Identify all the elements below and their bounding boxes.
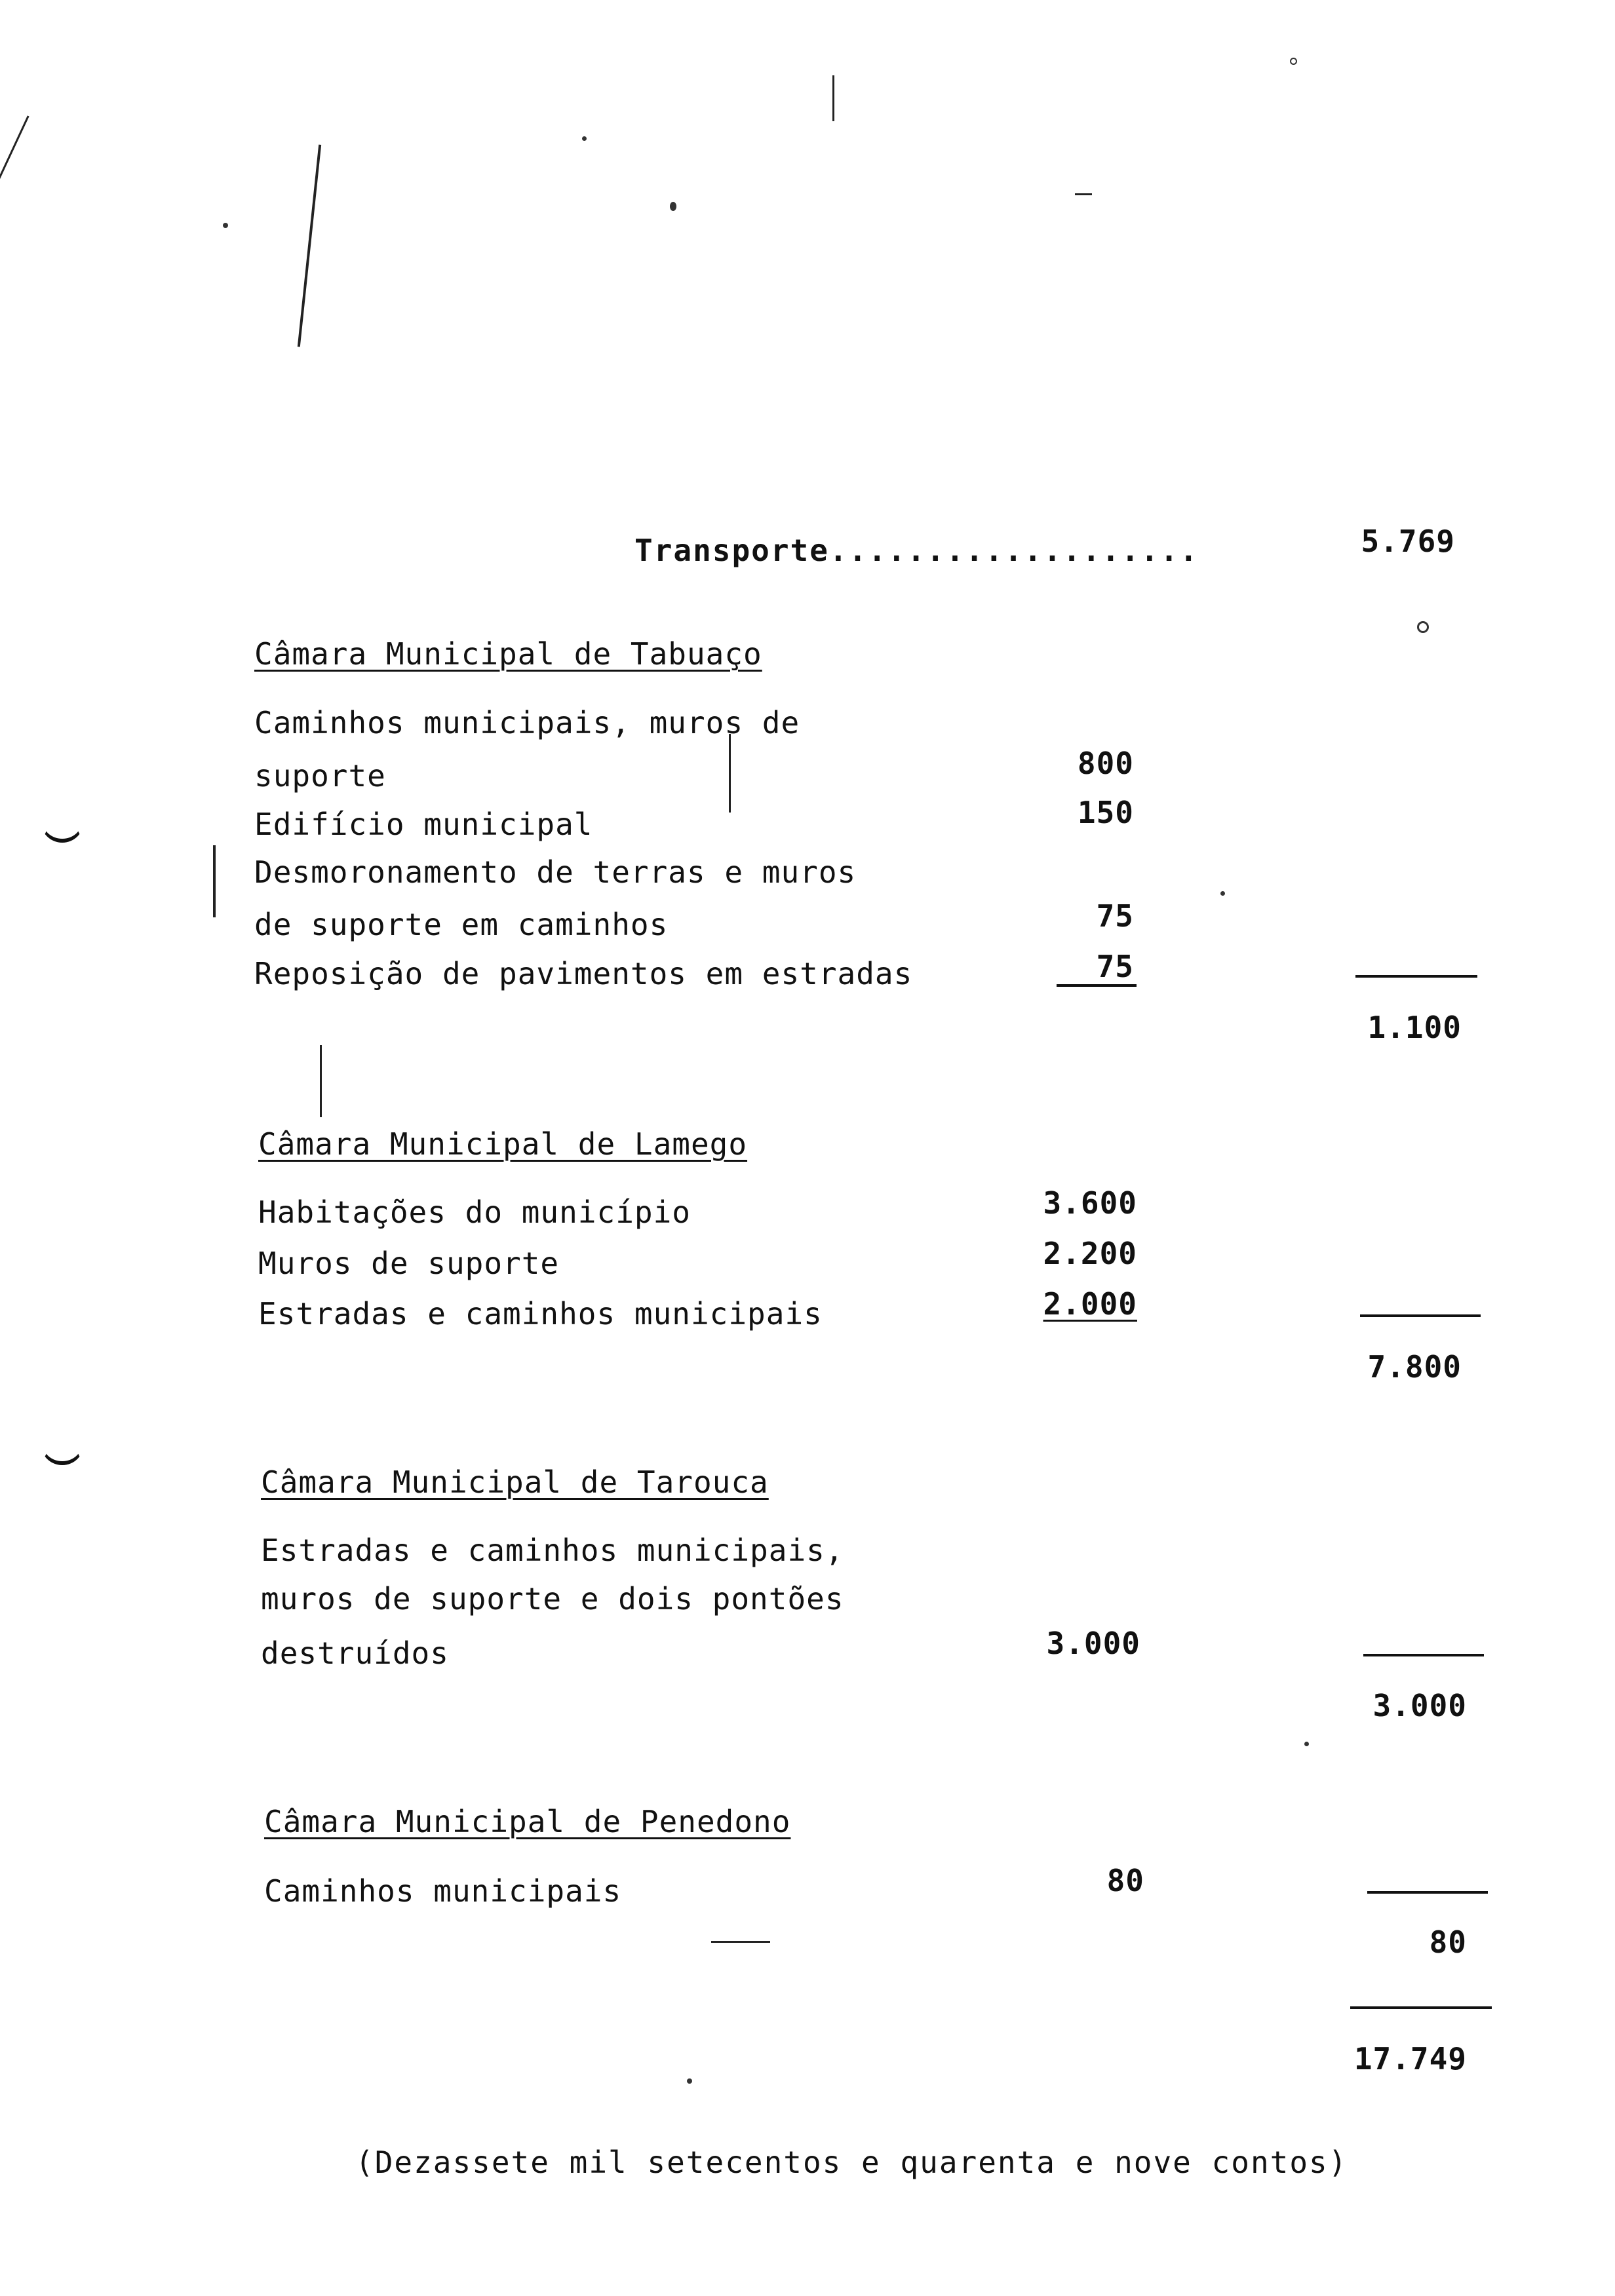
item-line: Edifício municipal [254, 807, 593, 842]
item-amount: 75 [1096, 898, 1134, 934]
item-line: Habitações do município [258, 1195, 691, 1230]
scan-speck [1290, 58, 1297, 65]
section-heading-lamego: Câmara Municipal de Lamego [258, 1126, 748, 1162]
item-line: Estradas e caminhos municipais, [261, 1533, 844, 1568]
amount-in-words: (Dezassete mil setecentos e quarenta e nove contos) [355, 2145, 1348, 2180]
scan-speck [1304, 1742, 1309, 1746]
item-line: Reposição de pavimentos em estradas [254, 956, 913, 991]
subtotal-rule [1363, 1654, 1484, 1656]
item-amount: 2.200 [1043, 1236, 1137, 1271]
item-amount: 150 [1077, 795, 1134, 830]
scan-speck [670, 202, 676, 211]
item-line: destruídos [261, 1636, 449, 1671]
scan-arc [41, 1435, 84, 1465]
item-amount: 3.000 [1046, 1626, 1140, 1661]
section-subtotal: 1.100 [1367, 1010, 1462, 1045]
scan-mark [213, 845, 216, 917]
scan-mark [729, 734, 731, 813]
scan-speck [223, 223, 228, 228]
scan-mark [298, 145, 321, 347]
transport-label: Transporte................... [634, 533, 1199, 568]
scan-mark [832, 75, 834, 121]
scan-mark [320, 1045, 322, 1117]
scan-speck [687, 2078, 692, 2084]
section-heading-penedono: Câmara Municipal de Penedono [264, 1804, 791, 1839]
section-subtotal: 3.000 [1372, 1688, 1467, 1723]
scan-mark [1075, 193, 1092, 195]
item-line: Caminhos municipais, muros de [254, 705, 800, 740]
scan-arc [41, 813, 84, 843]
item-line: de suporte em caminhos [254, 907, 669, 942]
item-line: muros de suporte e dois pontões [261, 1581, 844, 1617]
item-amount: 3.600 [1043, 1185, 1137, 1221]
item-amount: 800 [1077, 746, 1134, 781]
item-line: Caminhos municipais [264, 1873, 622, 1909]
grand-total: 17.749 [1353, 2041, 1467, 2076]
section-heading-tarouca: Câmara Municipal de Tarouca [261, 1464, 769, 1500]
item-amount: 80 [1106, 1863, 1144, 1898]
item-line: Desmoronamento de terras e muros [254, 854, 857, 890]
scan-speck [1220, 891, 1225, 896]
subtotal-rule [1360, 1314, 1481, 1317]
subtotal-rule [1367, 1891, 1488, 1894]
section-heading-tabuaco: Câmara Municipal de Tabuaço [254, 636, 762, 672]
section-subtotal: 7.800 [1367, 1349, 1462, 1385]
item-line: Estradas e caminhos municipais [258, 1296, 823, 1331]
item-amount: 2.000 [1043, 1286, 1137, 1322]
item-line: Muros de suporte [258, 1246, 560, 1281]
amount-underline [1057, 984, 1137, 987]
item-amount: 75 [1096, 949, 1134, 984]
scan-mark [0, 115, 29, 205]
scan-speck [582, 136, 587, 141]
scan-mark [711, 1941, 770, 1943]
transport-value: 5.769 [1361, 524, 1455, 559]
scan-speck [1417, 621, 1429, 633]
subtotal-rule [1355, 975, 1477, 978]
item-line: suporte [254, 758, 386, 794]
grand-total-rule [1350, 2006, 1492, 2009]
section-subtotal: 80 [1429, 1924, 1467, 1960]
